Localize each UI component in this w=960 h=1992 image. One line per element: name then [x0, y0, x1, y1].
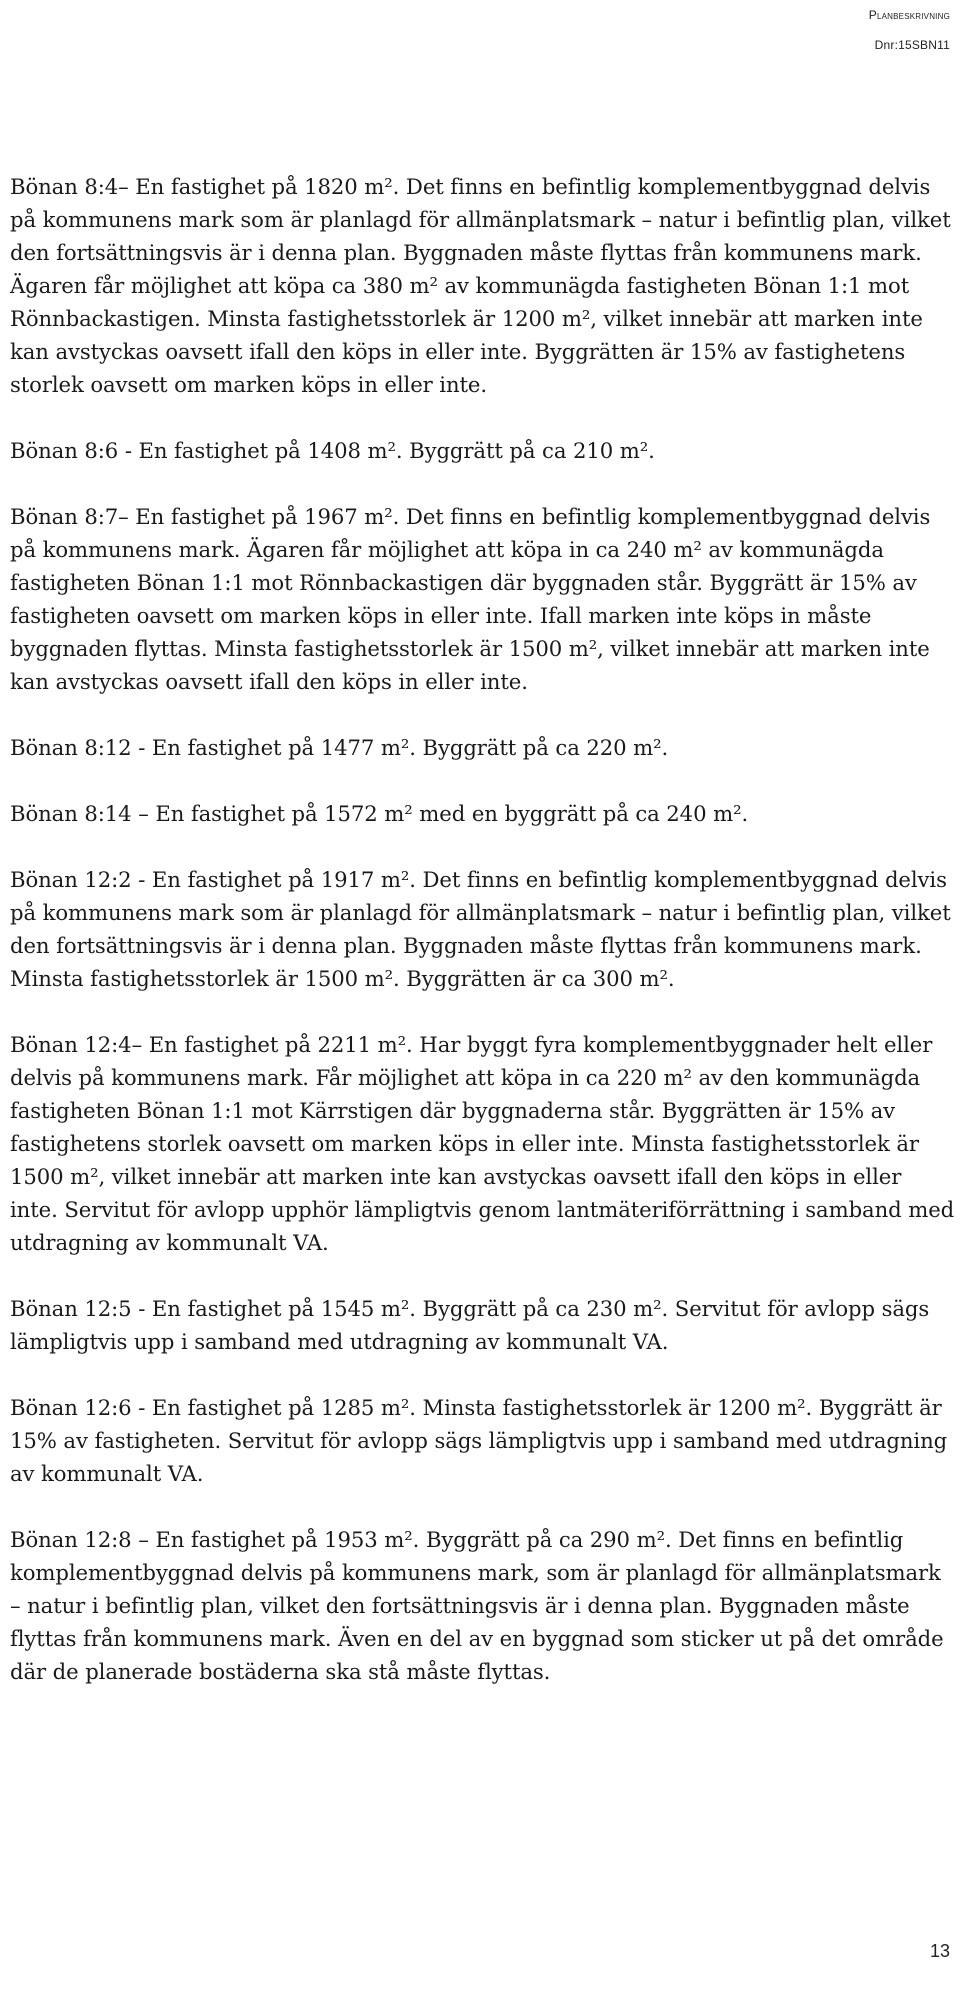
- paragraph-bonan-12-5: Bönan 12:5 - En fastighet på 1545 m². Byggrätt på ca 230 m². Servitut för avlopp sägs lämpligtvis upp i samband med utdragning av kommunalt VA.: [10, 1296, 930, 1354]
- paragraph-bonan-12-4: Bönan 12:4– En fastighet på 2211 m². Har byggt fyra komplementbyggnader helt eller delvis på kommunens mark. Får möjlighet att köpa in ca 220 m² av den kommunägda fastigheten Bönan 1:1 mot Kärrstigen där byggnaderna står. Byggrätten är 15% av fastighetens storlek oavsett om marken köps in eller inte. Minsta fastighetsstorlek är 1500 m², vilket innebär att marken inte kan avstyckas oavsett ifall den köps in eller inte. Servitut för avlopp upphör lämpligtvis genom lantmäteriförrättning i samband med utdragning av kommunalt VA.: [10, 1032, 955, 1255]
- paragraph-bonan-8-14: Bönan 8:14 – En fastighet på 1572 m² med en byggrätt på ca 240 m².: [10, 801, 749, 826]
- paragraph-bonan-8-4: Bönan 8:4– En fastighet på 1820 m². Det finns en befintlig komplementbyggnad delvis på kommunens mark som är planlagd för allmänplatsmark – natur i befintlig plan, vilket den fortsättningsvis är i denna plan. Byggnaden måste flyttas från kommunens mark. Ägaren får möjlighet att köpa ca 380 m² av kommunägda fastigheten Bönan 1:1 mot Rönnbackastigen. Minsta fastighetsstorlek är 1200 m², vilket innebär att marken inte kan avstyckas oavsett ifall den köps in eller inte. Byggrätten är 15% av fastighetens storlek oavsett om marken köps in eller inte.: [10, 174, 951, 397]
- paragraph-bonan-12-8: Bönan 12:8 – En fastighet på 1953 m². Byggrätt på ca 290 m². Det finns en befintlig komplementbyggnad delvis på kommunens mark, som är planlagd för allmänplatsmark – natur i befintlig plan, vilket den fortsättningsvis är i denna plan. Byggnaden måste flyttas från kommunens mark. Även en del av en byggnad som sticker ut på det område där de planerade bostäderna ska stå måste flyttas.: [10, 1527, 944, 1684]
- page-header: [869, 0, 950, 60]
- paragraph-bonan-12-2: Bönan 12:2 - En fastighet på 1917 m². Det finns en befintlig komplementbyggnad delvis på kommunens mark som är planlagd för allmänplatsmark – natur i befintlig plan, vilket den fortsättningsvis är i denna plan. Byggnaden måste flyttas från kommunens mark. Minsta fastighetsstorlek är 1500 m². Byggrätten är ca 300 m².: [10, 867, 951, 991]
- page-number: 13: [929, 1941, 950, 1961]
- paragraph-bonan-12-6: Bönan 12:6 - En fastighet på 1285 m². Minsta fastighetsstorlek är 1200 m². Byggrätt är 15% av fastigheten. Servitut för avlopp sägs lämpligtvis upp i samband med utdragning av kommunalt VA.: [10, 1395, 948, 1486]
- document-body: [10, 170, 955, 1688]
- paragraph-bonan-8-12: Bönan 8:12 - En fastighet på 1477 m². Byggrätt på ca 220 m².: [10, 735, 669, 760]
- document-number: Dnr:15SBN11: [874, 38, 950, 52]
- paragraph-bonan-8-6: Bönan 8:6 - En fastighet på 1408 m². Byggrätt på ca 210 m².: [10, 438, 655, 463]
- paragraph-bonan-8-7: Bönan 8:7– En fastighet på 1967 m². Det finns en befintlig komplementbyggnad delvis på kommunens mark. Ägaren får möjlighet att köpa in ca 240 m² av kommunägda fastigheten Bönan 1:1 mot Rönnbackastigen där byggnaden står. Byggrätt är 15% av fastigheten oavsett om marken köps in eller inte. Ifall marken inte köps in måste byggnaden flyttas. Minsta fastighetsstorlek är 1500 m², vilket innebär att marken inte kan avstyckas oavsett ifall den köps in eller inte.: [10, 504, 931, 694]
- document-type-label: Planbeskrivning: [868, 8, 950, 22]
